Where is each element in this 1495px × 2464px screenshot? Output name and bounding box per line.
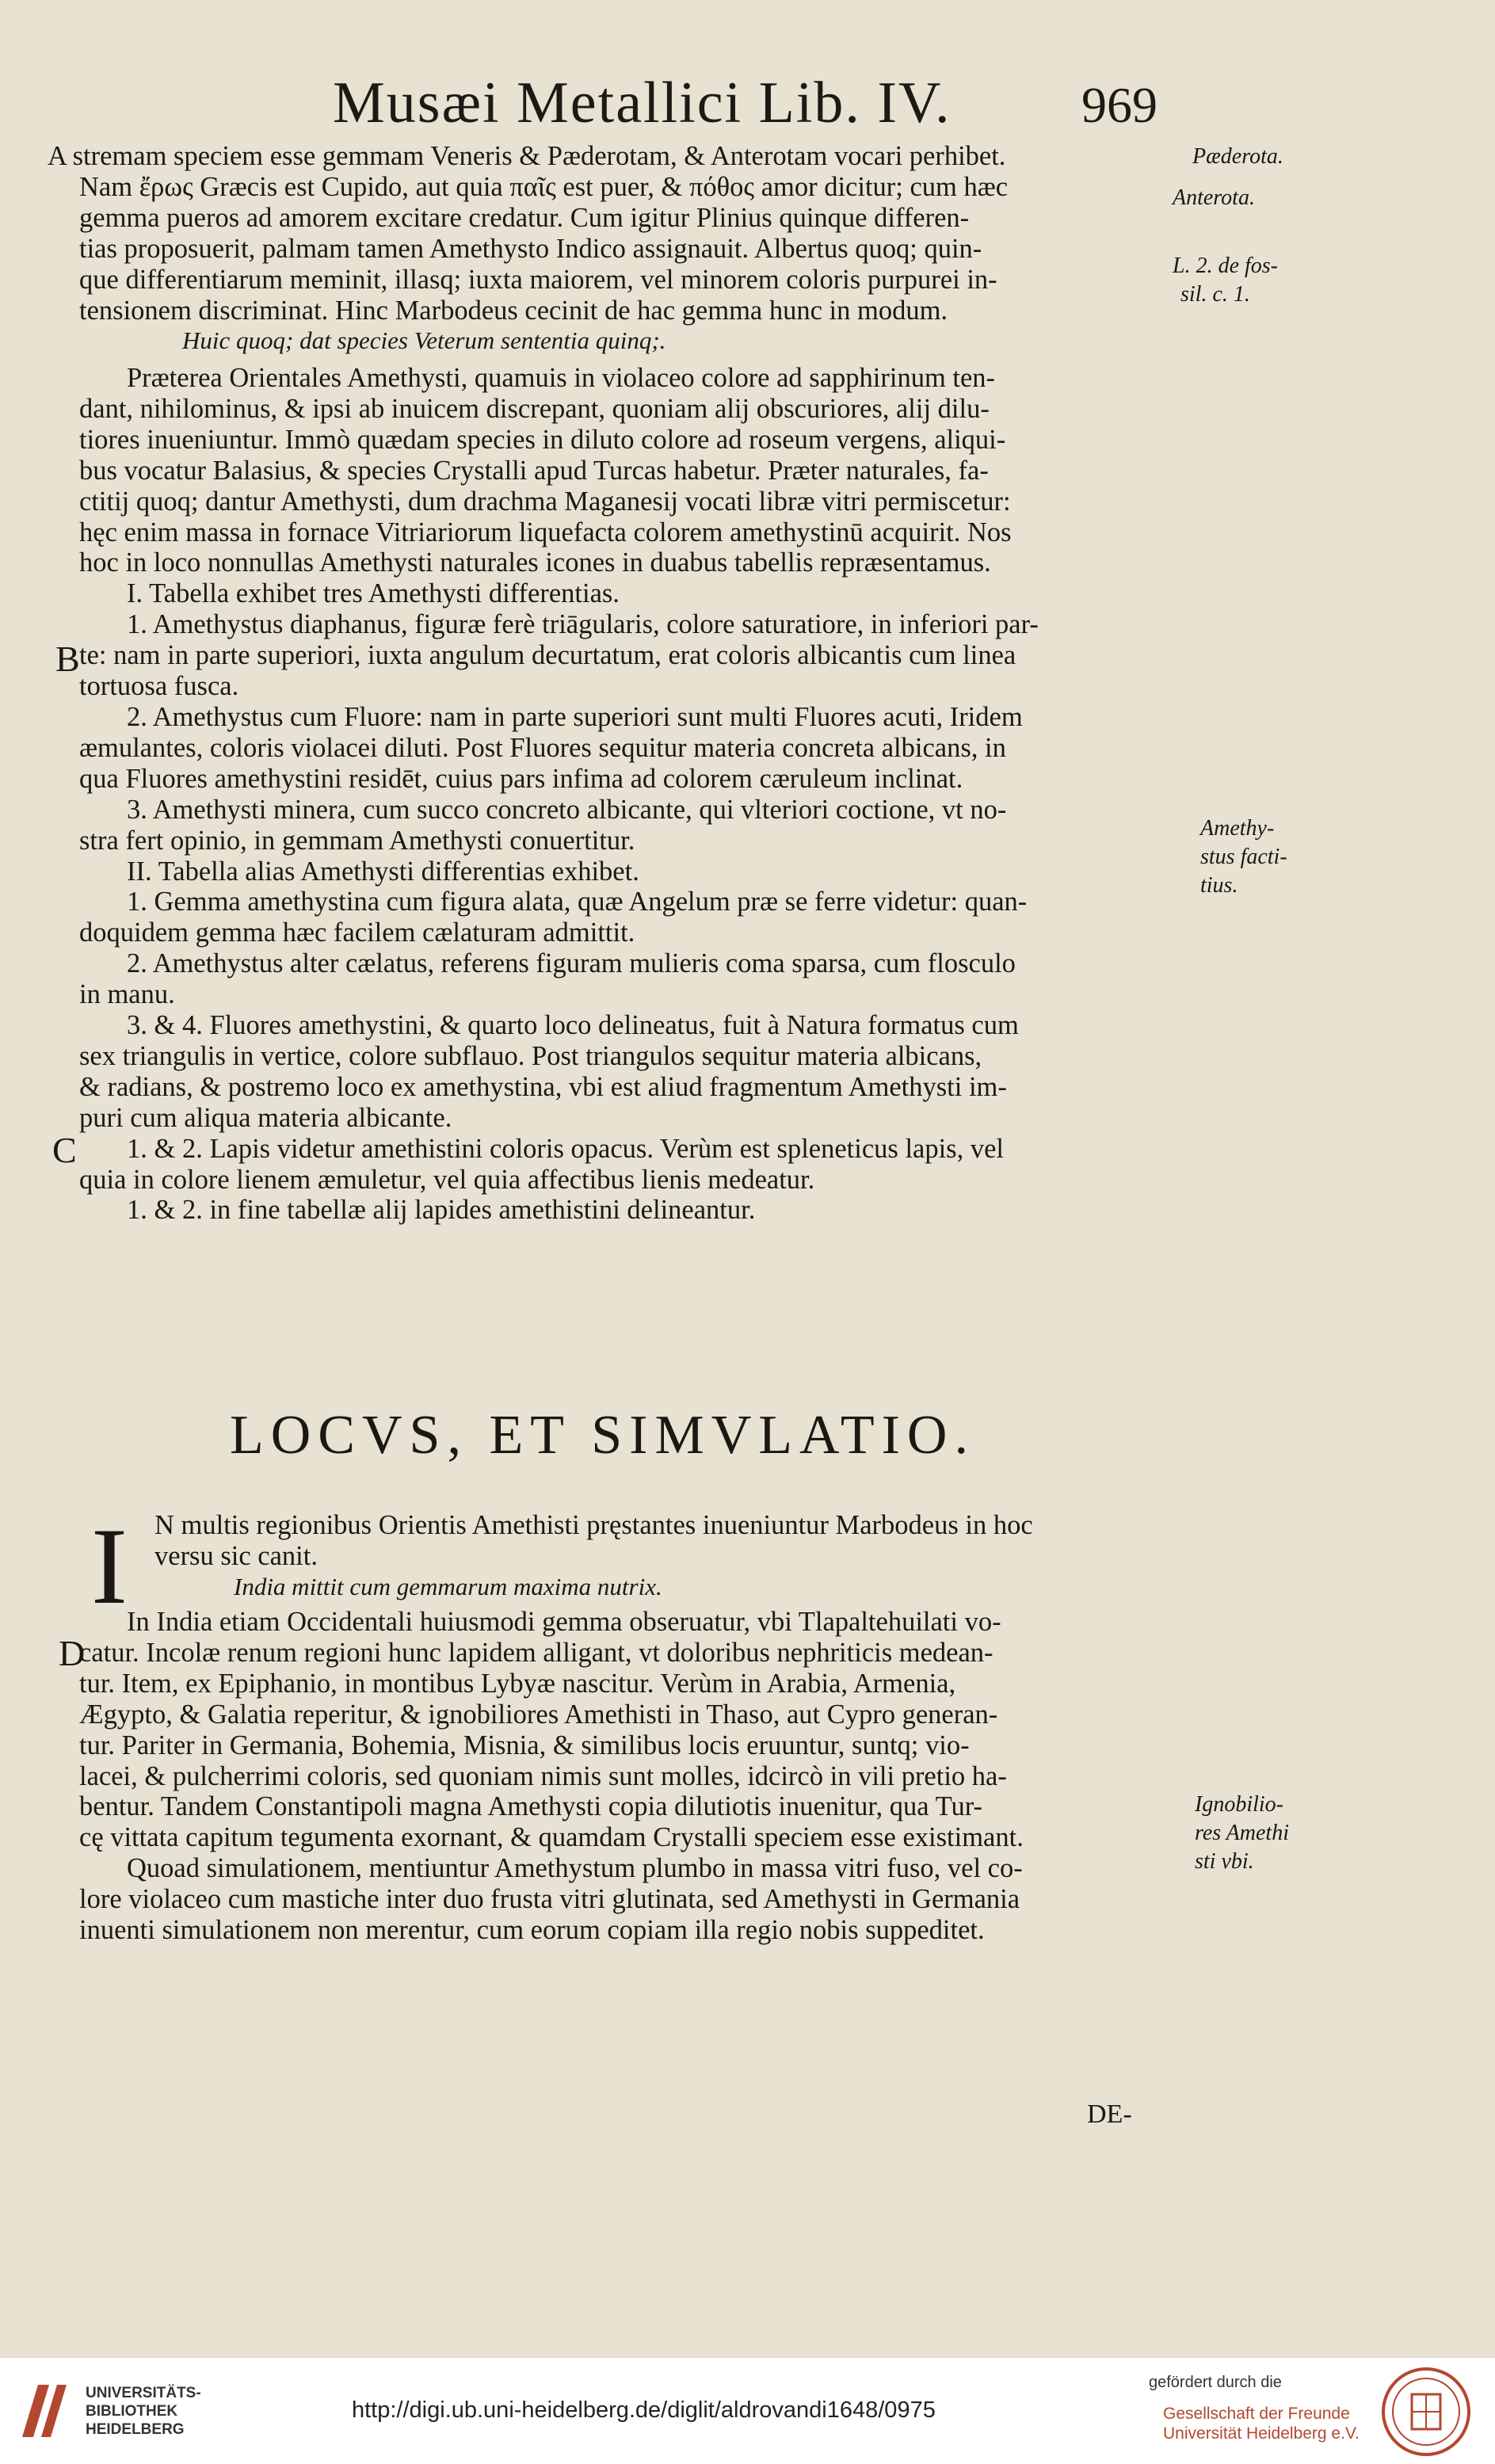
text-line: tur. Item, ex Epiphanio, in montibus Lybyæ nascitur. Verùm in Arabia, Armenia, xyxy=(79,1668,956,1699)
text-line: puri cum aliqua materia albicante. xyxy=(79,1102,452,1133)
side-note-line: sil. c. 1. xyxy=(1180,282,1250,307)
side-note-line: stus facti- xyxy=(1200,845,1287,869)
sponsor-label: gefördert durch die xyxy=(1149,2374,1282,2391)
text-line: In India etiam Occidentali huiusmodi gemma obseruatur, vbi Tlapaltehuilati vo- xyxy=(127,1607,1001,1637)
text-line: tortuosa fusca. xyxy=(79,671,239,702)
text-line: 1. Amethystus diaphanus, figuræ ferè triāgularis, colore saturatiore, in inferiori par- xyxy=(127,609,1039,640)
side-note-line: Ignobilio- xyxy=(1195,1792,1283,1817)
side-note-line: L. 2. de fos- xyxy=(1173,254,1278,278)
verse-line: Huic quoq; dat species Veterum sententia quinq;. xyxy=(182,326,666,355)
text-line: 2. Amethystus alter cælatus, referens figuram mulieris coma sparsa, cum flosculo xyxy=(127,948,1016,979)
text-line: qua Fluores amethystini residēt, cuius pars infima ad colorem cæruleum inclinat. xyxy=(79,763,963,794)
library-name-line: UNIVERSITÄTS- xyxy=(86,2385,201,2401)
margin-letter-c: C xyxy=(52,1130,77,1170)
text-line: N multis regionibus Orientis Amethisti pręstantes inueniuntur Marbodeus in hoc xyxy=(154,1510,1033,1540)
text-block-b xyxy=(79,363,1188,1226)
text-line: 1. Gemma amethystina cum figura alata, quæ Angelum præ se ferre videtur: quan- xyxy=(127,887,1028,917)
text-line: bentur. Tandem Constantipoli magna Amethysti copia dilutiotis inuenitur, qua Tur- xyxy=(79,1791,982,1822)
page-number: 969 xyxy=(1081,77,1157,133)
text-block-c xyxy=(154,1510,1264,1603)
text-line: inuenti simulationem non merentur, cum eorum copiam illa regio nobis suppeditet. xyxy=(79,1915,985,1946)
text-line: ctitij quoq; dantur Amethysti, dum drachma Maganesij vocati libræ vitri permiscetur: xyxy=(79,486,1011,517)
text-line: cę vittata capitum tegumenta exornant, & quamdam Crystalli speciem esse existimant. xyxy=(79,1822,1024,1853)
text-line: 3. Amethysti minera, cum succo concreto albicante, qui vlteriori coctione, vt no- xyxy=(127,794,1007,825)
text-line: A stremam speciem esse gemmam Veneris & Pæderotam, & Anterotam vocari perhibet. xyxy=(48,141,1006,171)
text-line: hoc in loco nonnullas Amethysti naturales icones in duabus tabellis repræsentamus. xyxy=(79,547,991,578)
text-line: dant, nihilominus, & ipsi ab inuicem discrepant, quoniam alij obscuriores, alij dilu- xyxy=(79,393,990,424)
text-line: bus vocatur Balasius, & species Crystalli apud Turcas habetur. Præter naturales, fa- xyxy=(79,455,989,486)
side-note-line: sti vbi. xyxy=(1195,1849,1254,1874)
drop-cap: I xyxy=(91,1505,128,1627)
text-line: hęc enim massa in fornace Vitriariorum liquefacta colorem amethystinū acquirit. Nos xyxy=(79,517,1012,547)
side-note-line: Amethy- xyxy=(1200,816,1275,841)
text-line: 1. & 2. in fine tabellæ alij lapides amethistini delineantur. xyxy=(127,1195,756,1226)
side-note-anterota: Anterota. xyxy=(1173,185,1255,210)
catchword: DE- xyxy=(1087,2100,1132,2129)
side-note-paederota: Pæderota. xyxy=(1192,144,1283,169)
text-block-d xyxy=(79,1607,1188,1946)
footer-bar xyxy=(0,2357,1495,2464)
text-line: tensionem discriminat. Hinc Marbodeus cecinit de hac gemma hunc in modum. xyxy=(79,295,948,326)
text-line: tiores inueniuntur. Immò quædam species in diluto colore ad roseum vergens, aliqui- xyxy=(79,424,1006,455)
text-line: tur. Pariter in Germania, Bohemia, Misnia, & similibus locis eruuntur, suntq; vio- xyxy=(79,1730,970,1760)
text-line: 2. Amethystus cum Fluore: nam in parte superiori sunt multi Fluores acuti, Iridem xyxy=(127,701,1023,732)
margin-letter-d: D xyxy=(59,1633,86,1673)
text-line: versu sic canit. xyxy=(154,1540,318,1571)
text-line: I. Tabella exhibet tres Amethysti differentias. xyxy=(127,578,620,609)
sponsor-name-line: Universität Heidelberg e.V. xyxy=(1163,2424,1360,2443)
text-line: Ægypto, & Galatia reperitur, & ignobiliores Amethisti in Thaso, aut Cypro generan- xyxy=(79,1699,998,1730)
text-line: quia in colore lienem æmuletur, vel quia affectibus lienis medeatur. xyxy=(79,1164,815,1195)
text-line: & radians, & postremo loco ex amethystina, vbi est aliud fragmentum Amethysti im- xyxy=(79,1071,1007,1102)
text-block-a xyxy=(48,141,1188,357)
text-line: doquidem gemma hæc facilem cælaturam admittit. xyxy=(79,917,635,948)
library-name xyxy=(86,2384,201,2439)
text-line: Nam ἔρως Græcis est Cupido, aut quia παῖς est puer, & πόθος amor dicitur; cum hæc xyxy=(79,171,1009,202)
text-line: æmulantes, coloris violacei diluti. Post Fluores sequitur materia concreta albicans, in xyxy=(79,732,1006,763)
text-line: sex triangulis in vertice, colore subflauo. Post triangulos sequitur materia albicans, xyxy=(79,1040,982,1071)
text-line: gemma pueros ad amorem excitare credatur. Cum igitur Plinius quinque differen- xyxy=(79,202,970,233)
section-title: LOCVS, ET SIMVLATIO. xyxy=(230,1405,975,1466)
text-line: que differentiarum meminit, illasq; iuxta maiorem, vel minorem coloris purpurei in- xyxy=(79,264,997,295)
side-note-line: tius. xyxy=(1200,873,1238,898)
library-name-line: BIBLIOTHEK xyxy=(86,2403,178,2420)
side-note-ignobiliores xyxy=(1195,1791,1289,1876)
text-line: lore violaceo cum mastiche inter duo frusta vitri glutinata, sed Amethysti in Germania xyxy=(79,1884,1020,1915)
side-note-lib-ref xyxy=(1173,252,1278,309)
verse-line: India mittit cum gemmarum maxima nutrix. xyxy=(234,1572,662,1600)
text-line: stra fert opinio, in gemmam Amethysti conuertitur. xyxy=(79,825,635,856)
text-line: lacei, & pulcherrimi coloris, sed quoniam nimis sunt molles, idcircò in vili pretio ha- xyxy=(79,1760,1007,1791)
university-seal-icon xyxy=(1377,2366,1475,2458)
sponsor-name xyxy=(1163,2404,1360,2443)
text-line: Præterea Orientales Amethysti, quamuis in violaceo colore ad sapphirinum ten- xyxy=(127,363,996,393)
text-line: in manu. xyxy=(79,979,175,1010)
text-line: te: nam in parte superiori, iuxta angulum decurtatum, erat coloris albicantis cum linea xyxy=(79,640,1016,671)
text-line: tias proposuerit, palmam tamen Amethysto Indico assignauit. Albertus quoq; quin- xyxy=(79,233,982,264)
page-header xyxy=(0,70,1495,141)
side-note-amethystus xyxy=(1200,814,1287,900)
library-logo-icon xyxy=(14,2375,74,2445)
running-title: Musæi Metallici Lib. IV. xyxy=(333,71,952,135)
margin-letter-b: B xyxy=(55,639,80,679)
text-line: 3. & 4. Fluores amethystini, & quarto loco delineatus, fuit à Natura formatus cum xyxy=(127,1010,1019,1041)
library-name-line: HEIDELBERG xyxy=(86,2421,185,2438)
text-line: 1. & 2. Lapis videtur amethistini coloris opacus. Verùm est spleneticus lapis, vel xyxy=(127,1133,1004,1164)
text-line: catur. Incolæ renum regioni hunc lapidem alligant, vt doloribus nephriticis medean- xyxy=(79,1637,993,1668)
side-note-line: res Amethi xyxy=(1195,1821,1289,1845)
sponsor-name-line: Gesellschaft der Freunde xyxy=(1163,2405,1350,2423)
text-line: Quoad simulationem, mentiuntur Amethystum plumbo in massa vitri fuso, vel co- xyxy=(127,1853,1023,1884)
digital-copy-link[interactable]: http://digi.ub.uni-heidelberg.de/diglit/aldrovandi1648/0975 xyxy=(352,2397,936,2423)
text-line: II. Tabella alias Amethysti differentias exhibet. xyxy=(127,856,639,887)
